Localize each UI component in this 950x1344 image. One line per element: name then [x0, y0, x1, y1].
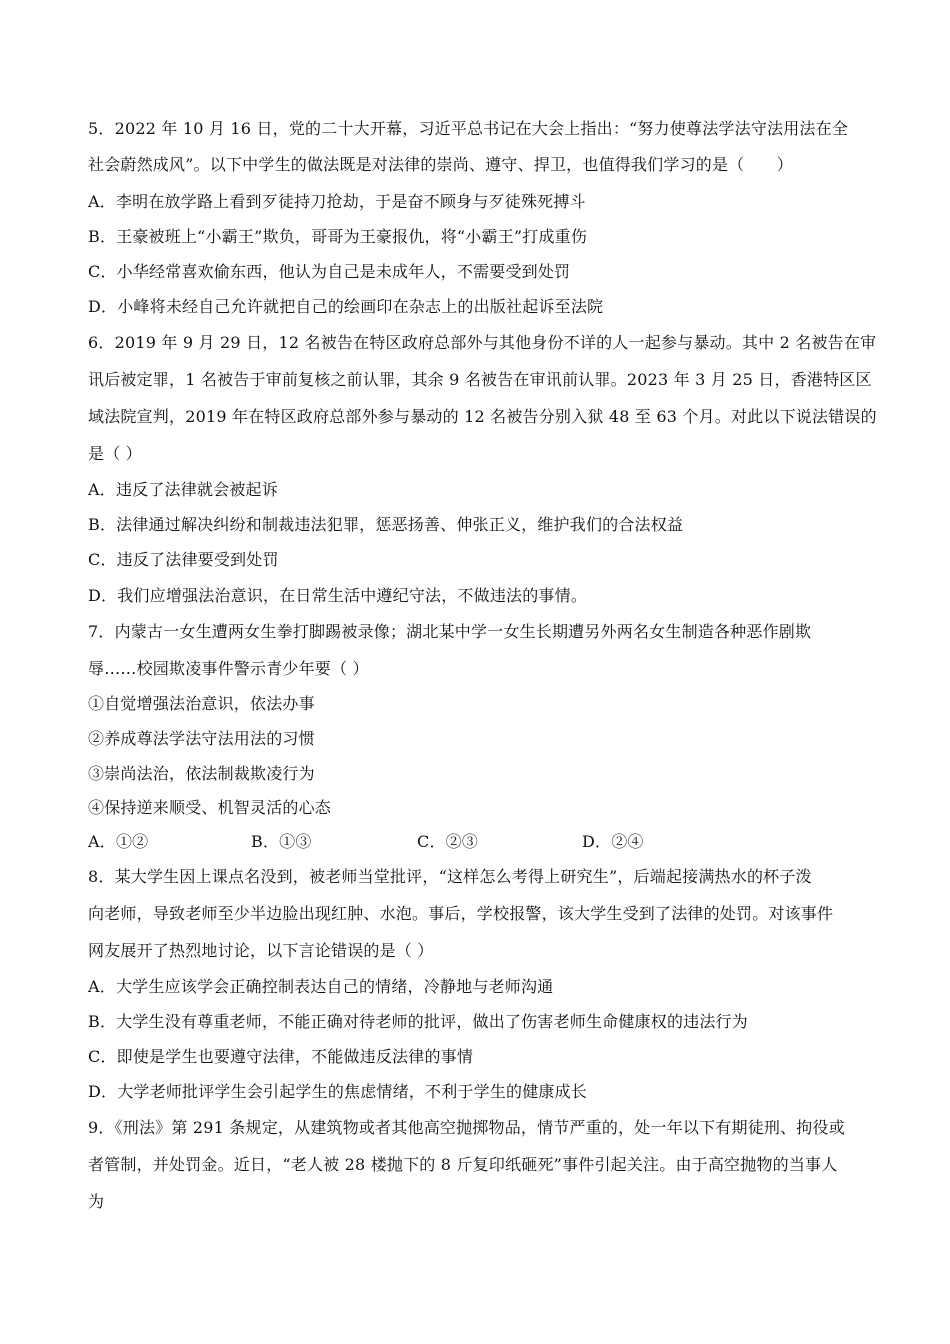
q8-stem-line-1: 8．某大学生因上课点名没到，被老师当堂批评，“这样怎么考得上研究生”，后端起接满热水的杯子泼: [88, 867, 812, 886]
q5-option-d: D．小峰将未经自己允许就把自己的绘画印在杂志上的出版社起诉至法院: [88, 297, 604, 316]
q7-choice-c: C．②③: [417, 832, 479, 851]
q6-option-b: B．法律通过解决纠纷和制裁违法犯罪，惩恶扬善、伸张正义，维护我们的合法权益: [88, 515, 684, 534]
q9-stem-line-3: 为: [88, 1192, 105, 1211]
q5-option-c: C．小华经常喜欢偷东西，他认为自己是未成年人，不需要受到处罚: [88, 262, 571, 281]
q5-stem-line-2: 社会蔚然成风”。以下中学生的做法既是对法律的崇尚、遵守、捍卫，也值得我们学习的是（ ）: [88, 155, 793, 174]
q5-stem-line-1: 5．2022 年 10 月 16 日，党的二十大开幕，习近平总书记在大会上指出：“努力使尊法学法守法用法在全: [88, 119, 849, 138]
q7-choice-a: A．①②: [88, 832, 149, 851]
q9-stem-line-1: 9．《刑法》第 291 条规定，从建筑物或者其他高空抛掷物品，情节严重的，处一年以下有期徒刑、拘役或: [88, 1118, 845, 1137]
q7-item-1: ①自觉增强法治意识，依法办事: [88, 694, 315, 713]
q6-stem-line-2: 讯后被定罪，1 名被告于审前复核之前认罪，其余 9 名被告在审讯前认罪。2023 年 3 月 25 日，香港特区区: [88, 370, 872, 389]
q5-option-a: A．李明在放学路上看到歹徒持刀抢劫，于是奋不顾身与歹徒殊死搏斗: [88, 192, 586, 211]
q7-item-4: ④保持逆来顺受、机智灵活的心态: [88, 798, 332, 817]
q8-option-d: D．大学老师批评学生会引起学生的焦虑情绪，不利于学生的健康成长: [88, 1082, 588, 1101]
q8-option-a: A．大学生应该学会正确控制表达自己的情绪，冷静地与老师沟通: [88, 977, 554, 996]
q7-choice-d: D．②④: [582, 832, 644, 851]
q8-option-b: B．大学生没有尊重老师，不能正确对待老师的批评，做出了伤害老师生命健康权的违法行为: [88, 1012, 748, 1031]
q9-stem-line-2: 者管制，并处罚金。近日，“老人被 28 楼抛下的 8 斤复印纸砸死”事件引起关注。由于高空抛物的当事人: [88, 1155, 838, 1174]
q7-item-2: ②养成尊法学法守法用法的习惯: [88, 729, 315, 748]
q8-stem-line-2: 向老师，导致老师至少半边脸出现红肿、水泡。事后，学校报警，该大学生受到了法律的处罚。对该事件: [88, 904, 834, 923]
q6-stem-line-4: 是（ ）: [88, 444, 142, 463]
q5-option-b: B．王豪被班上“小霸王”欺负，哥哥为王豪报仇，将“小霸王”打成重伤: [88, 227, 588, 246]
q7-choice-b: B．①③: [251, 832, 312, 851]
q8-stem-line-3: 网友展开了热烈地讨论，以下言论错误的是（ ）: [88, 941, 434, 960]
q8-option-c: C．即使是学生也要遵守法律，不能做违反法律的事情: [88, 1047, 474, 1066]
q6-stem-line-1: 6．2019 年 9 月 29 日，12 名被告在特区政府总部外与其他身份不详的人一起参与暴动。其中 2 名被告在审: [88, 333, 877, 352]
q7-choices-row: [88, 832, 848, 852]
q6-stem-line-3: 域法院宣判，2019 年在特区政府总部外参与暴动的 12 名被告分别入狱 48 至 63 个月。对此以下说法错误的: [88, 407, 877, 426]
q6-option-d: D．我们应增强法治意识，在日常生活中遵纪守法，不做违法的事情。: [88, 586, 588, 605]
q7-stem-line-1: 7．内蒙古一女生遭两女生拳打脚踢被录像；湖北某中学一女生长期遭另外两名女生制造各种恶作剧欺: [88, 622, 812, 641]
q6-option-a: A．违反了法律就会被起诉: [88, 480, 278, 499]
q7-stem-line-2: 辱……校园欺凌事件警示青少年要（ ）: [88, 659, 369, 678]
q6-option-c: C．违反了法律要受到处罚: [88, 550, 279, 569]
q7-item-3: ③崇尚法治，依法制裁欺凌行为: [88, 764, 315, 783]
